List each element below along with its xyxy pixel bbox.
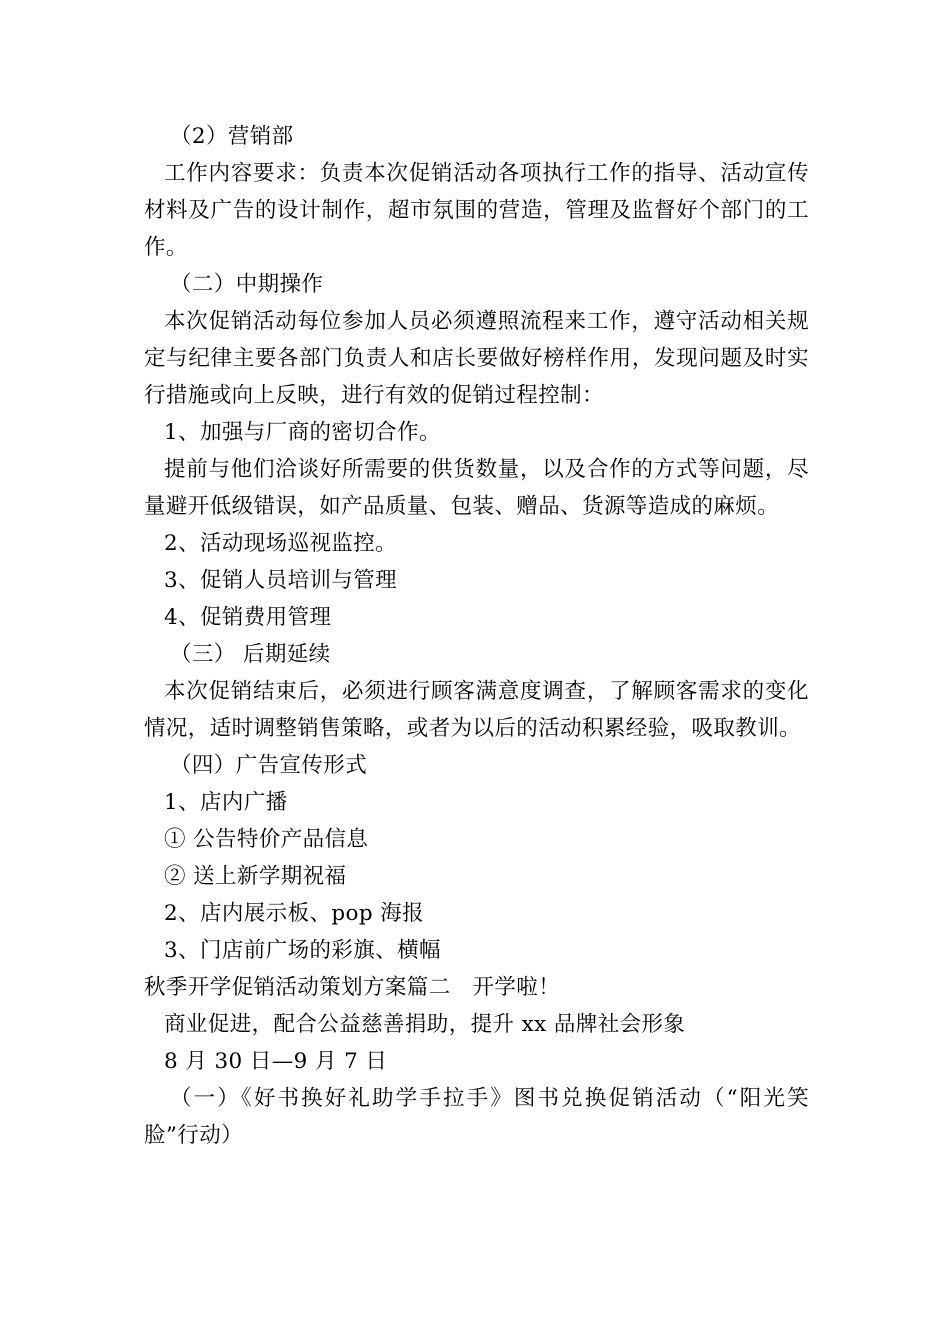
paragraph-supplier: 提前与他们洽谈好所需要的供货数量，以及合作的方式等问题，尽量避开低级错误，如产品质量、包装、赠品、货源等造成的麻烦。 [144,457,809,519]
list-item-monitoring: 2、活动现场巡视监控。 [164,531,398,556]
section-heading-later-phase: （三） 后期延续 [170,642,331,667]
list-item-flags: 3、门店前广场的彩旗、横幅 [164,938,441,963]
section-heading-marketing-dept: （2）营销部 [170,124,294,149]
article-title-part-two: 秋季开学促销活动策划方案篇二 开学啦！ [144,975,561,1000]
list-item-broadcast: 1、店内广播 [164,790,288,815]
section-heading-advertising: （四）广告宣传形式 [170,753,368,778]
paragraph-dates: 8 月 30 日—9 月 7 日 [164,1049,388,1074]
section-heading-mid-phase: （二）中期操作 [170,272,324,297]
list-item-costs: 4、促销费用管理 [164,605,332,630]
section-heading-book-exchange: （一）《好书换好礼助学手拉手》图书兑换促销活动（“阳光笑脸”行动） [144,1086,809,1148]
list-item-cooperation: 1、加强与厂商的密切合作。 [164,420,441,445]
list-item-announce: ① 公告特价产品信息 [164,827,369,852]
paragraph-purpose: 商业促进，配合公益慈善捐助，提升 xx 品牌社会形象 [164,1012,686,1037]
paragraph-work-requirements: 工作内容要求：负责本次促销活动各项执行工作的指导、活动宣传材料及广告的设计制作，超市氛围的营造，管理及监督好个部门的工作。 [144,161,809,260]
list-item-training: 3、促销人员培训与管理 [164,568,398,593]
list-item-blessing: ② 送上新学期祝福 [164,864,347,889]
list-item-display-board: 2、店内展示板、pop 海报 [164,901,425,926]
paragraph-later-phase: 本次促销结束后，必须进行顾客满意度调查，了解顾客需求的变化情况，适时调整销售策略，或者为以后的活动积累经验，吸取教训。 [144,679,809,741]
document-body [144,118,809,1154]
paragraph-mid-phase: 本次促销活动每位参加人员必须遵照流程来工作，遵守活动相关规定与纪律主要各部门负责人和店长要做好榜样作用，发现问题及时实行措施或向上反映，进行有效的促销过程控制： [144,309,809,408]
